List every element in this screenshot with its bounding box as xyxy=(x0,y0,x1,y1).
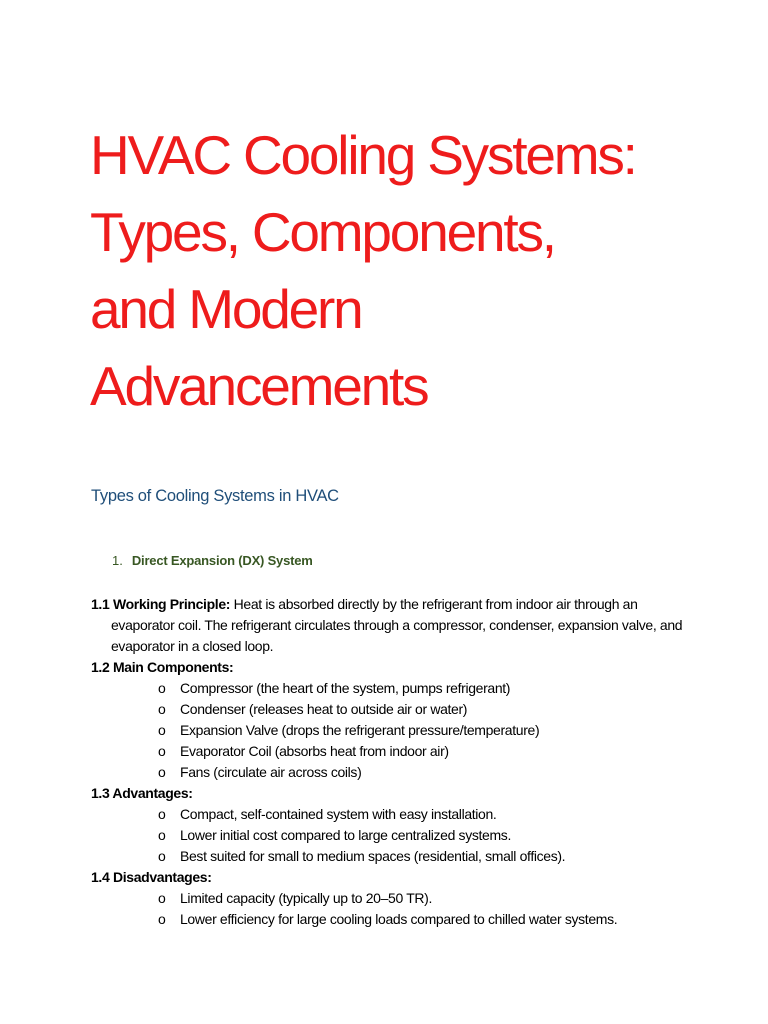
list-item xyxy=(91,741,691,762)
list-item xyxy=(91,846,691,867)
list-item xyxy=(91,678,691,699)
list-item xyxy=(91,909,691,930)
title-line: and Modern xyxy=(90,278,362,340)
title-line: HVAC Cooling Systems: xyxy=(90,124,636,186)
bullet-marker: o xyxy=(158,680,166,696)
list-item xyxy=(91,762,691,783)
document-title xyxy=(90,117,730,425)
list-item-text: Limited capacity (typically up to 20–50 TR). xyxy=(180,890,433,906)
list-item-text: Lower initial cost compared to large centralized systems. xyxy=(180,827,511,843)
numbered-item-text: Direct Expansion (DX) System xyxy=(131,553,313,568)
list-item-text: Fans (circulate air across coils) xyxy=(180,764,362,780)
section-heading: Types of Cooling Systems in HVAC xyxy=(91,487,339,505)
bullet-marker: o xyxy=(158,701,166,717)
advantages-list xyxy=(91,804,691,867)
bullet-marker: o xyxy=(158,722,166,738)
list-item-text: Lower efficiency for large cooling loads compared to chilled water systems. xyxy=(180,911,618,927)
working-principle-label: 1.1 Working Principle: xyxy=(91,596,231,612)
bullet-marker: o xyxy=(158,848,166,864)
title-line: Types, Components, xyxy=(90,201,555,263)
list-item xyxy=(91,699,691,720)
working-principle-paragraph xyxy=(91,594,691,657)
list-item-text: Compressor (the heart of the system, pumps refrigerant) xyxy=(180,680,511,696)
list-item-text: Evaporator Coil (absorbs heat from indoor air) xyxy=(180,743,449,759)
advantages-heading: 1.3 Advantages: xyxy=(91,785,193,801)
list-item-text: Expansion Valve (drops the refrigerant pressure/temperature) xyxy=(180,722,540,738)
bullet-marker: o xyxy=(158,764,166,780)
disadvantages-list xyxy=(91,888,691,930)
disadvantages-heading: 1.4 Disadvantages: xyxy=(91,869,212,885)
body-content xyxy=(91,594,691,930)
numbered-item xyxy=(112,552,313,570)
list-item xyxy=(91,825,691,846)
list-item xyxy=(91,720,691,741)
bullet-marker: o xyxy=(158,806,166,822)
numbered-item-number: 1. xyxy=(112,553,123,568)
title-line: Advancements xyxy=(90,355,428,417)
main-components-heading: 1.2 Main Components: xyxy=(91,659,234,675)
bullet-marker: o xyxy=(158,827,166,843)
bullet-marker: o xyxy=(158,743,166,759)
working-principle-text: Heat is absorbed directly by the refrigerant from indoor air through an evaporator coil. The refrigerant circulates through a compressor, condenser, expansion valve, and evaporator in a closed loop. xyxy=(111,596,683,654)
bullet-marker: o xyxy=(158,911,166,927)
main-components-list xyxy=(91,678,691,783)
list-item-text: Condenser (releases heat to outside air or water) xyxy=(180,701,468,717)
list-item xyxy=(91,804,691,825)
bullet-marker: o xyxy=(158,890,166,906)
list-item-text: Best suited for small to medium spaces (residential, small offices). xyxy=(180,848,566,864)
list-item-text: Compact, self-contained system with easy installation. xyxy=(180,806,497,822)
list-item xyxy=(91,888,691,909)
